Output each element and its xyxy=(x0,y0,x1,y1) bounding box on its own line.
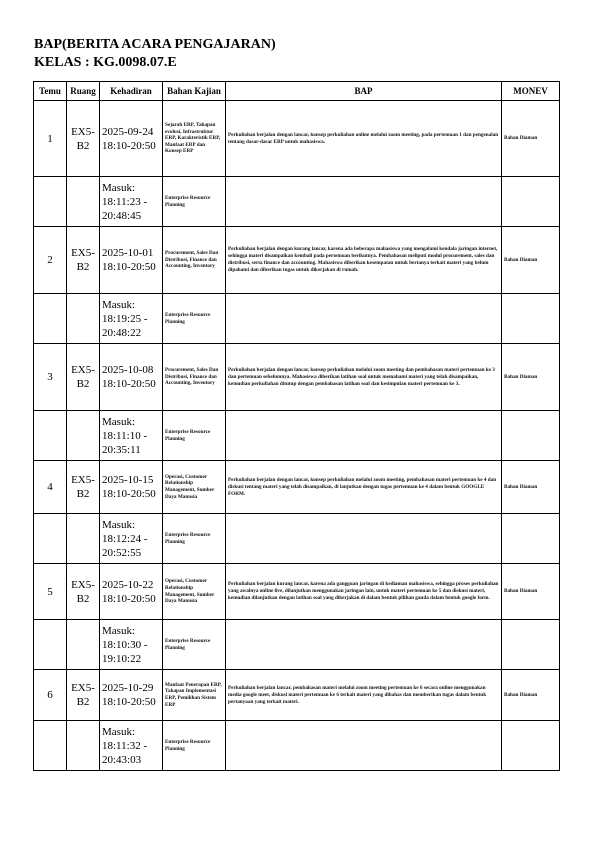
monev-cell: Bahan Diaman xyxy=(502,670,560,721)
bahan-kajian-cell: Manfaat Penerapan ERP, Tahapan Implementasi ERP, Pemilihan Sistem ERP xyxy=(163,670,226,721)
empty-cell xyxy=(502,514,560,564)
time-range-text: 18:10-20:50 xyxy=(102,488,156,500)
bap-text-cell: Perkuliahan berjalan dengan lancar, konsep perkuliahan melalui zoom meeting, pembahasan materi pertemuan ke 4 dan diskusi tentang materi yang telah disampaikan, di lanjutkan dengan tugas pertemuan ke 4 dalam bentuk GOOGLE FORM. xyxy=(226,461,502,514)
temu-cell: 2 xyxy=(34,227,67,294)
bap-text-cell: Perkuliahan berjalan dengan lancar, konsep perkuliahan online melalui zoom meeting, pada pertemuan 1 dan pengenalan tentang dasar-dasar ERP untuk mahasiswa. xyxy=(226,101,502,177)
table-row xyxy=(34,620,560,670)
date-text: 2025-10-29 xyxy=(102,682,154,694)
date-text: 2025-10-01 xyxy=(102,247,154,259)
empty-cell xyxy=(226,411,502,461)
ruang-cell: EX5-B2 xyxy=(67,461,100,514)
header-ruang: Ruang xyxy=(67,82,100,101)
empty-cell xyxy=(34,177,67,227)
bahan-kajian-cell: Enterprise Resource Planning xyxy=(163,514,226,564)
ruang-cell: EX5-B2 xyxy=(67,564,100,620)
temu-cell: 3 xyxy=(34,344,67,411)
time-range-text: 18:10-20:50 xyxy=(102,592,156,605)
bap-text-cell: Perkuliahan berjalan dengan kurang lancar, karena ada beberapa mahasiswa yang mengalami kendala jaringan internet, sehingga materi disampaikan kembali pada pertemuan berikutnya. Pembahasan meliputi modul procurement, sales dan distribusi, serta finance dan accounting. Mahasiswa diberikan kesempatan untuk bertanya terkait materi yang belum dipahami dan diberikan tugas untuk dikerjakan di rumah. xyxy=(226,227,502,294)
table-row xyxy=(34,670,560,721)
bap-text-cell: Perkuliahan berjalan kurang lancar, karena ada gangguan jaringan di kediaman mahasiswa, sehingga proses perkuliahan yang awalnya online live, dilanjutkan menggunakan jaringan lain, untuk materi pertemuan ke 5 dan diskusi materi, kemudian dilanjutkan dengan latihan soal yang dikerjakan di dalam bentuk pilihan ganda dalam bentuk google form. xyxy=(226,564,502,620)
class-code: KELAS : KG.0098.07.E xyxy=(34,55,177,70)
time-range-text: 18:10-20:50 xyxy=(102,139,156,152)
header-bap: BAP xyxy=(226,82,502,101)
date-text: 2025-10-08 xyxy=(102,364,154,376)
bahan-kajian-cell: Procurement, Sales Dan Distribusi, Finance dan Accounting, Inventory xyxy=(163,227,226,294)
empty-cell xyxy=(226,514,502,564)
kehadiran-cell xyxy=(100,227,163,294)
header-bahan-kajian: Bahan Kajian xyxy=(163,82,226,101)
bahan-kajian-cell: Procurement, Sales Dan Distribusi, Finance dan Accounting, Inventory xyxy=(163,344,226,411)
empty-cell xyxy=(502,177,560,227)
masuk-time: 18:11:32 - 20:43:03 xyxy=(102,739,148,766)
masuk-label: Masuk: xyxy=(102,624,135,637)
empty-cell xyxy=(226,620,502,670)
empty-cell xyxy=(67,411,100,461)
date-text: 2025-10-22 xyxy=(102,578,154,591)
date-text: 2025-09-24 xyxy=(102,125,154,138)
attendance-cell xyxy=(100,411,163,461)
bahan-kajian-cell: Enterprise Resource Planning xyxy=(163,294,226,344)
temu-cell: 5 xyxy=(34,564,67,620)
masuk-label: Masuk: xyxy=(102,181,135,194)
monev-cell: Bahan Diaman xyxy=(502,227,560,294)
bahan-kajian-cell: Enterprise Resource Planning xyxy=(163,721,226,771)
masuk-label: Masuk: xyxy=(102,725,135,738)
masuk-label: Masuk: xyxy=(102,298,135,311)
table-row xyxy=(34,344,560,411)
masuk-time: 18:19:25 - 20:48:22 xyxy=(102,312,148,339)
masuk-time: 18:11:23 - 20:48:45 xyxy=(102,195,148,222)
bahan-kajian-cell: Enterprise Resource Planning xyxy=(163,411,226,461)
bahan-kajian-cell: Sejarah ERP, Tahapan evolusi, Infrastruktur ERP, Karakteristik ERP, Manfaat ERP dan Konsep ERP xyxy=(163,101,226,177)
attendance-cell xyxy=(100,721,163,771)
table-header-row xyxy=(34,82,560,101)
monev-cell: Bahan Diaman xyxy=(502,564,560,620)
attendance-cell xyxy=(100,514,163,564)
masuk-time: 18:12:24 - 20:52:55 xyxy=(102,532,148,559)
ruang-cell: EX5-B2 xyxy=(67,101,100,177)
empty-cell xyxy=(67,514,100,564)
date-text: 2025-10-15 xyxy=(102,474,154,486)
bap-text-cell: Perkuliahan berjalan lancar, pembahasan materi melalui zoom meeting pertemuan ke 6 secara online menggunakan media google meet, diskusi materi pertemuan ke 6 terkait materi yang dibahas dan memberikan tugas dalam bentuk pertanyaan yang terkait materi. xyxy=(226,670,502,721)
header-monev: MONEV xyxy=(502,82,560,101)
bahan-kajian-cell: Operasi, Customer Relationship Management, Sumber Daya Manusia xyxy=(163,564,226,620)
kehadiran-cell xyxy=(100,101,163,177)
masuk-label: Masuk: xyxy=(102,518,135,531)
masuk-time: 18:10:30 - 19:10:22 xyxy=(102,638,148,665)
attendance-cell xyxy=(100,620,163,670)
table-row xyxy=(34,177,560,227)
masuk-label: Masuk: xyxy=(102,415,135,428)
time-range-text: 18:10-20:50 xyxy=(102,696,156,708)
bap-table xyxy=(33,81,560,771)
masuk-time: 18:11:10 - 20:35:11 xyxy=(102,429,148,456)
ruang-cell: EX5-B2 xyxy=(67,227,100,294)
empty-cell xyxy=(34,620,67,670)
kehadiran-cell xyxy=(100,461,163,514)
empty-cell xyxy=(34,411,67,461)
temu-cell: 1 xyxy=(34,101,67,177)
table-row xyxy=(34,294,560,344)
empty-cell xyxy=(34,294,67,344)
kehadiran-cell xyxy=(100,670,163,721)
empty-cell xyxy=(34,721,67,771)
temu-cell: 6 xyxy=(34,670,67,721)
kehadiran-cell xyxy=(100,564,163,620)
table-body xyxy=(34,101,560,771)
monev-cell: Bahan Diaman xyxy=(502,461,560,514)
table-row xyxy=(34,101,560,177)
empty-cell xyxy=(502,411,560,461)
monev-cell: Bahan Diaman xyxy=(502,344,560,411)
ruang-cell: EX5-B2 xyxy=(67,344,100,411)
temu-cell: 4 xyxy=(34,461,67,514)
table-row xyxy=(34,514,560,564)
empty-cell xyxy=(67,294,100,344)
table-row xyxy=(34,227,560,294)
monev-cell: Bahan Diaman xyxy=(502,101,560,177)
empty-cell xyxy=(502,721,560,771)
table-row xyxy=(34,411,560,461)
bahan-kajian-cell: Enterprise Resource Planning xyxy=(163,620,226,670)
bap-text-cell: Perkuliahan berjalan dengan lancar, konsep perkuliahan melalui zoom meeting dan pembahasan materi pertemuan ke 3 dan pertemuan sebelumnya. Mahasiswa diberikan latihan soal untuk memahami materi yang telah disampaikan, kemudian perkuliahan ditutup dengan pembahasan latihan soal dan kesimpulan materi pertemuan ke 3. xyxy=(226,344,502,411)
bahan-kajian-cell: Operasi, Customer Relationship Management, Sumber Daya Manusia xyxy=(163,461,226,514)
time-range-text: 18:10-20:50 xyxy=(102,378,156,390)
empty-cell xyxy=(502,294,560,344)
table-row xyxy=(34,721,560,771)
ruang-cell: EX5-B2 xyxy=(67,670,100,721)
table-row xyxy=(34,564,560,620)
empty-cell xyxy=(34,514,67,564)
document-title: BAP(BERITA ACARA PENGAJARAN) xyxy=(34,37,276,52)
attendance-cell xyxy=(100,294,163,344)
empty-cell xyxy=(226,294,502,344)
kehadiran-cell xyxy=(100,344,163,411)
empty-cell xyxy=(67,177,100,227)
empty-cell xyxy=(226,721,502,771)
header-temu: Temu xyxy=(34,82,67,101)
bahan-kajian-cell: Enterprise Resource Planning xyxy=(163,177,226,227)
empty-cell xyxy=(67,721,100,771)
header-kehadiran: Kehadiran xyxy=(100,82,163,101)
attendance-cell xyxy=(100,177,163,227)
empty-cell xyxy=(67,620,100,670)
time-range-text: 18:10-20:50 xyxy=(102,261,156,273)
table-row xyxy=(34,461,560,514)
empty-cell xyxy=(226,177,502,227)
empty-cell xyxy=(502,620,560,670)
